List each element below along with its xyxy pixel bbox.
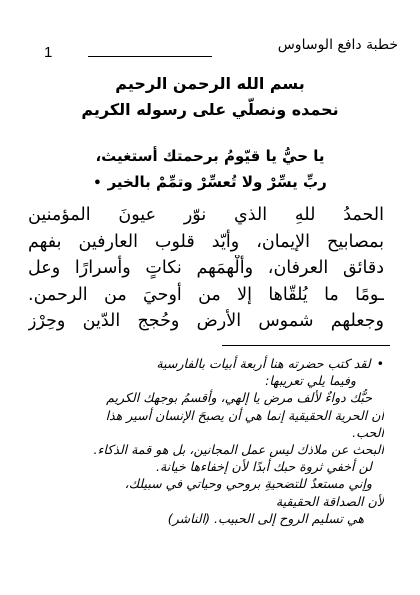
running-header-title: خطبة دافع الوساوس	[277, 37, 398, 53]
basmala: بسم الله الرحمن الرحيم	[115, 74, 305, 93]
bullet-icon: •	[376, 356, 384, 371]
footnote-line: لأن الصداقة الحقيقية	[275, 493, 384, 509]
bullet-icon: •	[93, 176, 102, 191]
footnote-rule	[222, 345, 390, 346]
footnote-line: •لقد كتب حضرته هنا أربعة أبيات بالفارسية	[156, 356, 384, 371]
body-line: ـومًا ما يُلقّاها إلا من أوحيَ من الرحمن.	[28, 284, 384, 305]
footnote-line: وإني مستعدٌ للتضحيةِ بروحي وحياتي في سبيلك،	[124, 476, 372, 492]
footnote-line: وفيما يلي تعريبها:	[265, 373, 356, 389]
footnote	[34, 355, 384, 527]
hamd-line: نحمده ونصلّي على رسوله الكريم	[81, 100, 339, 119]
page-number: 1	[44, 44, 53, 61]
body-line: وجعلهم شموس الأرض وحُجج الدّين وحِرْز	[28, 311, 384, 331]
dua-line-1: يا حيُّ يا قيّومُ برحمتك أستغيث،	[95, 147, 325, 165]
footnote-line: حبُّك دواءٌ لألف مرضٍ يا إلهي، وأقسمُ بوجهك الكريم	[106, 390, 372, 406]
body-line: الحمدُ للهِ الذي نوّر عيونَ المؤمنين	[28, 205, 384, 225]
footnote-line: لن أخفي ثروة حبك أبدًا لأن إخفاءها خيانة.	[155, 459, 372, 475]
footnote-line: هي تسليم الروح إلى الحبيب. (الناشر)	[167, 510, 364, 526]
dua-line-2	[0, 173, 420, 191]
body-line: بمصابيح الإيمان، وأيّد قلوب العارفين بفهم	[28, 231, 384, 252]
footnote-line: البحث عن ملاذك ليس عمل المجانين، بل هو قمة الذكاء.	[93, 442, 384, 458]
footnote-line: الحب.	[352, 424, 384, 440]
header-rule	[88, 56, 212, 57]
body-paragraph	[28, 202, 384, 335]
footnote-line: أن الحرية الحقيقية إنما هي أن يصبحَ الإنسان أسير هذا	[105, 407, 384, 423]
dua-line-2-text: ربِّ يسِّرْ ولا تُعسِّرْ وتمِّمْ بالخير	[107, 173, 327, 191]
body-line: دقائق العرفان، وألْهمَهم نكاتٍ وأسرارًا وعل	[28, 258, 384, 278]
